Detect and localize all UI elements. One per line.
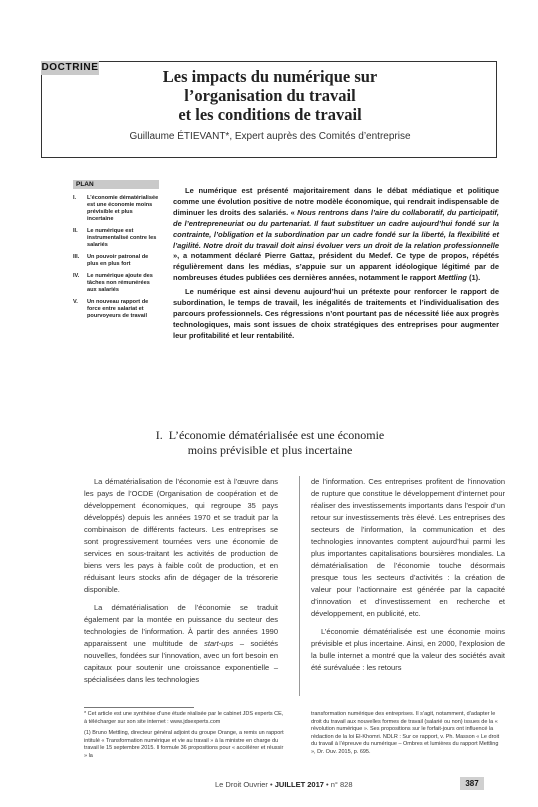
plan-item-number: IV. — [73, 273, 80, 279]
article-title — [80, 67, 460, 124]
plan-item-text: Un pouvoir patronal de plus en plus fort — [87, 254, 149, 267]
title-line: et les conditions de travail — [178, 105, 362, 124]
title-line: Les impacts du numérique sur — [162, 67, 378, 86]
intro-text-run: Le numérique est présenté majoritairement dans le débat médiatique et politique comme une évolution positive de notre modèle économique, qui rendrait indispensable de diminuer les droits des salariés. « — [173, 186, 499, 217]
plan-list — [73, 195, 159, 320]
body-paragraph — [84, 602, 278, 686]
issue-date: JUILLET 2017 — [274, 780, 324, 789]
plan-item — [73, 299, 159, 320]
body-column-right — [311, 476, 505, 674]
plan-label: PLAN — [73, 180, 159, 189]
section-heading — [120, 428, 420, 457]
body-text-run: – sociétés nouvelles, fondées sur l’innovation, avec un fort besoin en capitaux pour soutenir une croissance exponentielle – spécialisées dans les technologies — [84, 639, 278, 684]
plan-box — [73, 180, 159, 325]
footnote-star: * Cet article est une synthèse d’une étude réalisée par le cabinet JDS experts CE, à télécharger sur son site internet : www.jdsexperts.com — [84, 711, 284, 725]
section-number: I. — [155, 428, 163, 442]
journal-name: Le Droit Ouvrier — [215, 780, 268, 789]
header-frame-right — [496, 61, 497, 157]
header-frame-top — [99, 61, 497, 62]
author-line: Guillaume ÉTIEVANT*, Expert auprès des Comités d’entreprise — [129, 131, 411, 142]
title-line: l’organisation du travail — [184, 86, 356, 105]
plan-item-number: III. — [73, 254, 80, 260]
plan-item-number: I. — [73, 195, 77, 201]
intro-text-run: », a notamment déclaré Pierre Gattaz, président du Medef. Ce type de propos, répétés régulièrement dans les médias, s’appuie sur un apparent idéologique légitimé par de nombreuses études publiées ces dernières années, notamment le rapport — [173, 251, 499, 283]
plan-item-text: L’économie dématérialisée est une économie moins prévisible et plus incertaine — [87, 195, 159, 222]
plan-item — [73, 273, 159, 294]
header-frame-left — [41, 75, 42, 157]
column-divider — [299, 476, 300, 696]
plan-item — [73, 195, 159, 223]
issue-number: n° 828 — [330, 780, 353, 789]
plan-item-text: Le numérique ajoute des tâches non rémunérées aux salariés — [87, 273, 153, 293]
footnote-1-continued: transformation numérique des entreprises. Il s’agit, notamment, d’adapter le droit du travail aux nouvelles formes de travail (salarié ou non) issues de la « révolution numérique ». Ses propositions sur le forfait-jours ont influencé la rédaction de la loi El-Khomri. NDLR : Sur ce rapport, v. Ph. Masson « Le droit du travail à l’épreuve du numérique – Ombres et lumières du rapport Mettling », Dr. Ouv. 2015, p. 695. — [311, 711, 500, 755]
intro-quote: Nous rentrons dans l’aire du collaboratif, du participatif, de l’entrepreneuriat ou du partenariat. Il faut substituer un cadre aujourd’hui fondé sur la contrainte, l’obligation et la subordination par un cadre fondé sur la liberté, la flexibilité et l’agilité. Notre droit du travail doit ainsi évoluer vers un droit de la relation professionnelle — [173, 207, 500, 250]
section-title-line: L’économie dématérialisée est une économie — [168, 428, 385, 442]
intro-footnote-ref: (1). — [468, 273, 481, 283]
plan-item — [73, 228, 159, 249]
intro-paragraph — [173, 186, 499, 284]
section-title-line: moins prévisible et plus incertaine — [187, 442, 353, 457]
page-footer: Le Droit Ouvrier • JUILLET 2017 • n° 828 — [215, 780, 353, 789]
footnotes-right — [311, 711, 501, 757]
intro-text — [173, 186, 499, 342]
category-tab: DOCTRINE — [41, 62, 99, 73]
footnotes-left — [84, 711, 284, 761]
body-text-run: La dématérialisation de l’économie se traduit également par la montée en puissance du secteur des technologies de l’information. À partir des années 1990 apparaissent une multitude de — [84, 603, 278, 648]
intro-paragraph: Le numérique est ainsi devenu aujourd’hui un prétexte pour renforcer le rapport de subordination, le temps de travail, les inégalités de traitements et l’individualisation des parcours professionnels. Ces régressions n’ont pourtant pas de nécessité liée aux progrès technologiques, mais sont issues de choix stratégiques des entreprises pour augmenter leur profitabilité et leur rentabilité. — [173, 287, 499, 340]
body-emphasis: start-ups — [204, 639, 234, 648]
page-number: 387 — [460, 777, 484, 790]
plan-item-number: II. — [73, 228, 78, 234]
body-paragraph: La dématérialisation de l’économie est à l’œuvre dans les pays de l’OCDE (Organisation de coopération et de développement économiques, qui regroupe 35 pays développés) depuis les années 1970 et se traduit par la combinaison de différents facteurs. Les entreprises se sont progressivement tournées vers une économie de services en sous-traitant les activités de production de biens vers les pays à faible coût de production, et en réduisant leurs stocks afin de dégager de la trésorerie disponible. — [84, 477, 278, 594]
body-paragraph: L’économie dématérialisée est une économie moins prévisible et plus incertaine. Ainsi, en 2000, l’explosion de la bulle internet a montré que la valeur des sociétés avait été surévaluée : les retours — [311, 627, 505, 672]
plan-item-number: V. — [73, 299, 78, 305]
intro-report-ref: Mettling — [438, 273, 467, 283]
plan-item — [73, 254, 159, 268]
plan-item-text: Le numérique est instrumentalisé contre les salariés — [87, 228, 157, 248]
plan-item-text: Un nouveau rapport de force entre salariat et pourvoyeurs de travail — [87, 299, 149, 319]
footnote-1: (1) Bruno Mettling, directeur général adjoint du groupe Orange, a remis un rapport intitulé « Transformation numérique et vie au travail » à la ministre en charge du travail le 15 septembre 2015. Il formule 36 propositions pour « accélérer et réussir » la — [84, 730, 284, 759]
body-paragraph: de l’information. Ces entreprises profitent de l’innovation de rupture que constitue le développement d’internet pour réaliser des investissements importants dans l’espoir d’un retour sur investissements très élevé. Les entreprises des secteurs de l’information, la communication et des technologies innovantes comptent aujourd’hui parmi les plus importantes capitalisations boursières mondiales. La dématérialisation de l’économie touche désormais presque tous les secteurs d’activités : la création de valeur pour l’actionnaire est générée par la capacité d’innovation et d’investissement en recherche et développement, en publicité, etc. — [311, 477, 505, 618]
footnote-divider — [84, 707, 194, 708]
header-frame-bottom — [41, 157, 497, 158]
body-column-left — [84, 476, 278, 686]
